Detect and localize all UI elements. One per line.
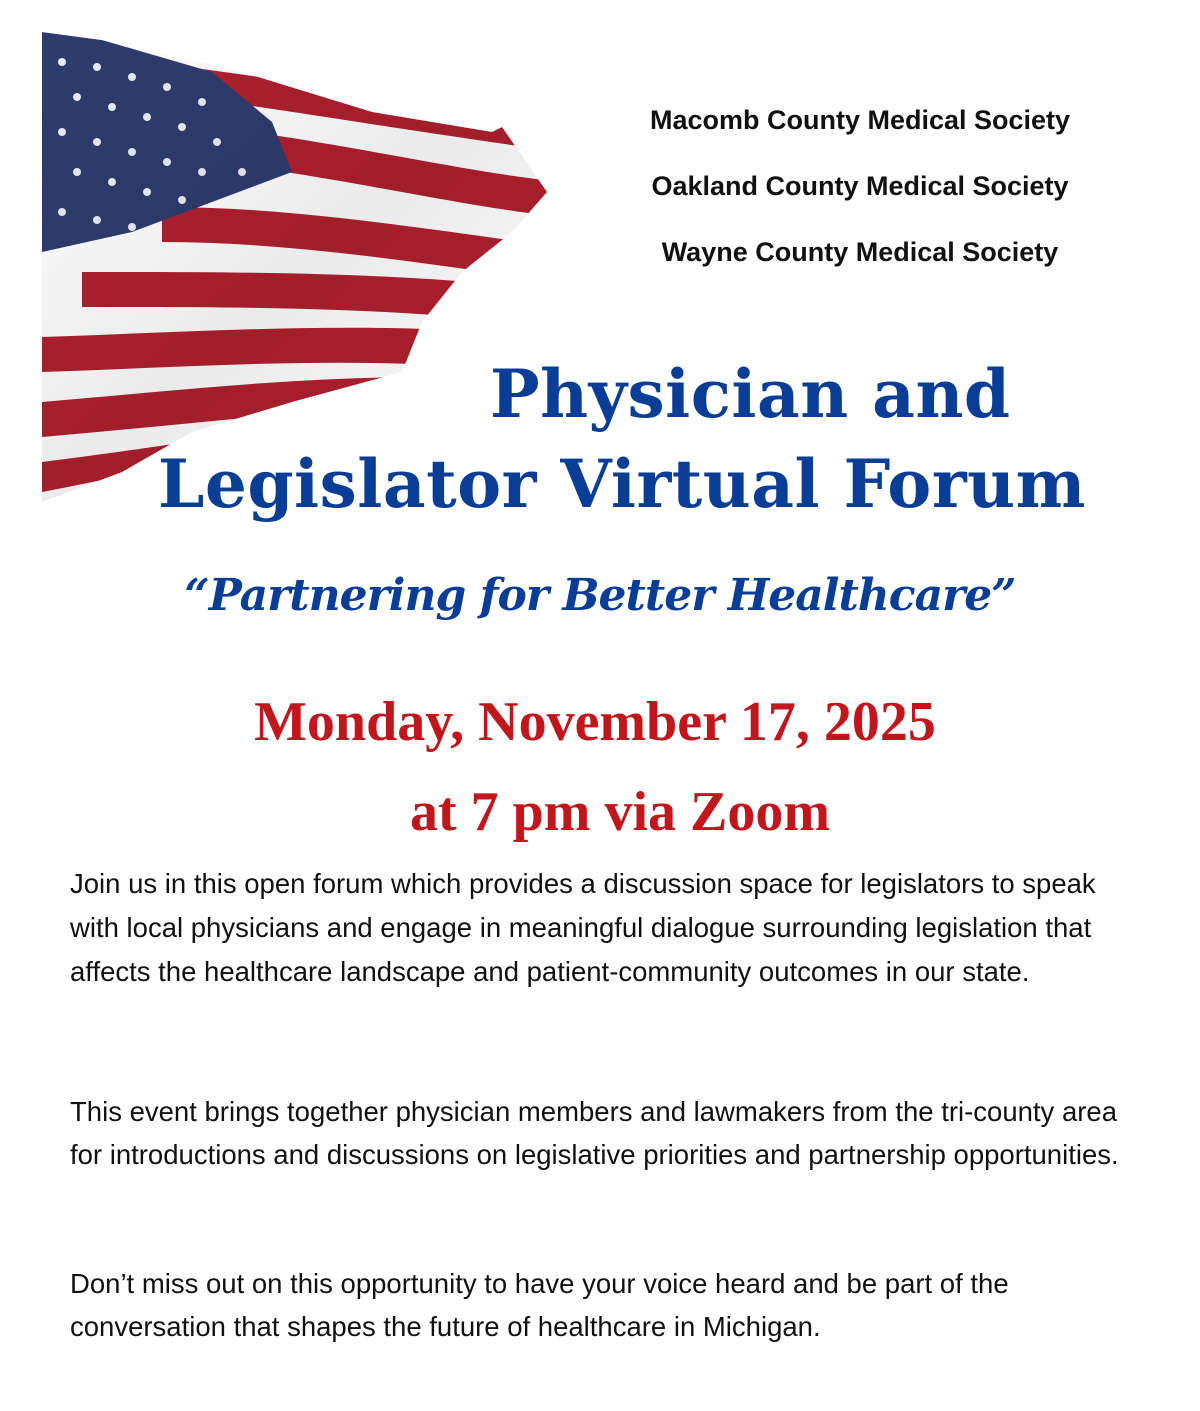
- event-title-line-2: Legislator Virtual Forum: [158, 445, 1086, 523]
- event-time-location: at 7 pm via Zoom: [410, 781, 830, 843]
- society-name-macomb: Macomb County Medical Society: [649, 105, 1071, 135]
- society-name-wayne: Wayne County Medical Society: [661, 237, 1059, 267]
- event-title-line-1: Physician and: [490, 355, 1011, 433]
- event-date: Monday, November 17, 2025: [254, 691, 936, 753]
- description-paragraph-3: Don’t miss out on this opportunity to have your voice heard and be part of the conversation that shapes the future of healthcare in Michigan.: [70, 1268, 1009, 1342]
- description-paragraph-2: This event brings together physician members and lawmakers from the tri-county area for introductions and discussions on legislative priorities and partnership opportunities.: [70, 1096, 1119, 1170]
- event-tagline: “Partnering for Better Healthcare”: [184, 570, 1016, 621]
- american-flag-icon: [42, 32, 562, 512]
- description-paragraph-1: Join us in this open forum which provides a discussion space for legislators to speak with local physicians and engage in meaningful dialogue surrounding legislation that affects the healthcare landscape and patient-community outcomes in our state.: [70, 868, 1096, 987]
- host-societies-list: [560, 100, 1160, 298]
- society-name-oakland: Oakland County Medical Society: [651, 171, 1069, 201]
